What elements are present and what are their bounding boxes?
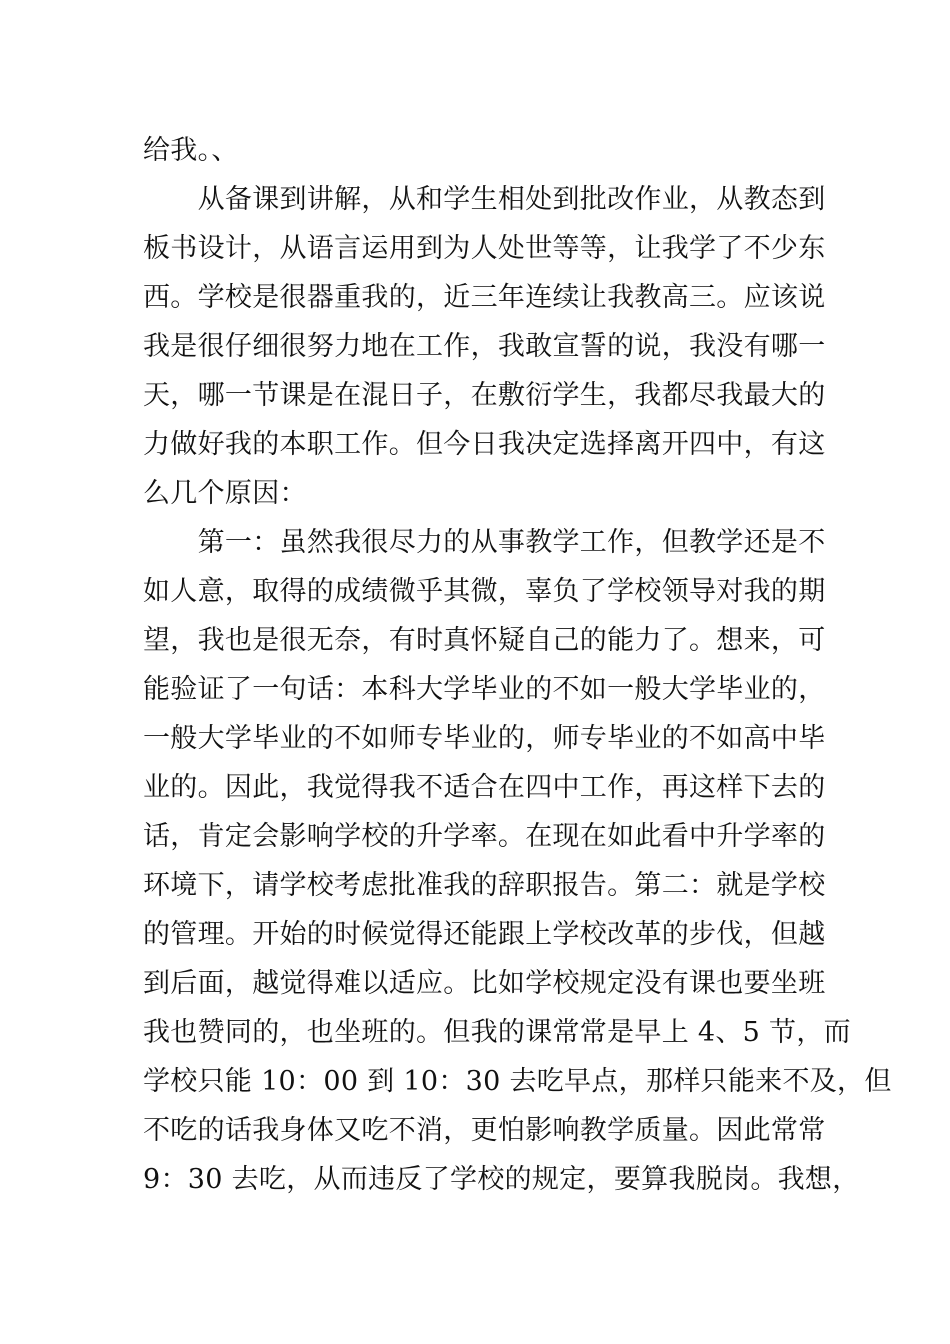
text-line: 第一：虽然我很尽力的从事教学工作，但教学还是不 <box>143 527 826 558</box>
text-line: 不吃的话我身体又吃不消，更怕影响教学质量。因此常常 <box>143 1115 826 1146</box>
text-line: 一般大学毕业的不如师专毕业的，师专毕业的不如高中毕 <box>143 723 826 754</box>
text-line: 的管理。开始的时候觉得还能跟上学校改革的步伐，但越 <box>143 919 826 950</box>
text-line: 天，哪一节课是在混日子，在敷衍学生，我都尽我最大的 <box>143 380 826 411</box>
text-line: 从备课到讲解，从和学生相处到批改作业，从教态到 <box>143 184 826 215</box>
text-line: 么几个原因： <box>143 478 307 509</box>
text-line: 板书设计，从语言运用到为人处世等等，让我学了不少东 <box>143 233 826 264</box>
text-line: 话，肯定会影响学校的升学率。在现在如此看中升学率的 <box>143 821 826 852</box>
text-line: 西。学校是很器重我的，近三年连续让我教高三。应该说 <box>143 282 826 313</box>
body-text <box>143 126 892 1204</box>
text-line: 如人意，取得的成绩微乎其微，辜负了学校领导对我的期 <box>143 576 826 607</box>
text-line: 力做好我的本职工作。但今日我决定选择离开四中，有这 <box>143 429 826 460</box>
text-line: 望，我也是很无奈，有时真怀疑自己的能力了。想来，可 <box>143 625 826 656</box>
text-line: 我是很仔细很努力地在工作，我敢宣誓的说，我没有哪一 <box>143 331 826 362</box>
text-line: 给我。、 <box>143 135 239 166</box>
text-line: 业的。因此，我觉得我不适合在四中工作，再这样下去的 <box>143 772 826 803</box>
text-line: 能验证了一句话：本科大学毕业的不如一般大学毕业的， <box>143 674 826 705</box>
text-line: 到后面，越觉得难以适应。比如学校规定没有课也要坐班 <box>143 968 826 999</box>
text-line: 9：30 去吃，从而违反了学校的规定，要算我脱岗。我想， <box>143 1164 860 1195</box>
text-line: 学校只能 10：00 到 10：30 去吃早点，那样只能来不及，但 <box>143 1066 892 1097</box>
text-line: 我也赞同的，也坐班的。但我的课常常是早上 4、5 节，而 <box>143 1017 851 1048</box>
text-line: 环境下，请学校考虑批准我的辞职报告。第二：就是学校 <box>143 870 826 901</box>
